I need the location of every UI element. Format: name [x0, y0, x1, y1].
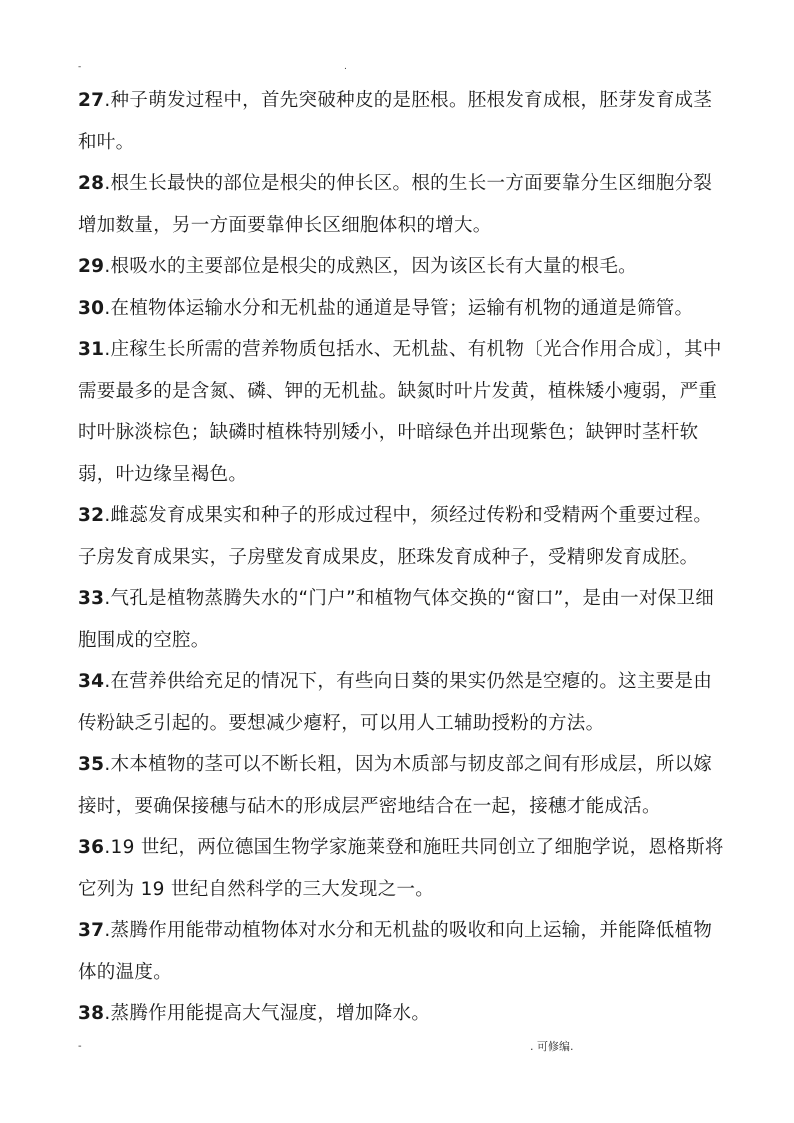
item-number: 30 — [78, 297, 105, 319]
item-number: 29 — [78, 256, 105, 277]
item-text: .种子萌发过程中，首先突破种皮的是胚根。胚根发育成根，胚芽发育成茎和叶。 — [78, 90, 713, 153]
item-text: .木本植物的茎可以不断长粗，因为木质部与韧皮部之间有形成层，所以嫁接时，要确保接穗与砧木的形成层严密地结合在一起，接穗才能成活。 — [78, 754, 713, 817]
list-item — [78, 744, 724, 827]
footer-left-mark: - — [78, 1041, 82, 1052]
item-text: .雌蕊发育成果实和种子的形成过程中，须经过传粉和受精两个重要过程。子房发育成果实，子房壁发育成果皮，胚珠发育成种子，受精卵发育成胚。 — [78, 505, 713, 568]
footer-editable-note: . 可修编. — [530, 1040, 574, 1053]
item-number: 36 — [78, 837, 105, 858]
item-text: .蒸腾作用能提高大气湿度，增加降水。 — [104, 1003, 431, 1024]
item-text: .蒸腾作用能带动植物体对水分和无机盐的吸收和向上运输，并能降低植物体的温度。 — [78, 920, 713, 983]
item-number: 27 — [78, 90, 105, 111]
list-item — [78, 288, 724, 330]
item-number: 37 — [78, 920, 105, 941]
item-number: 35 — [78, 754, 105, 775]
item-text: .根生长最快的部位是根尖的伸长区。根的生长一方面要靠分生区细胞分裂增加数量，另一方面要靠伸长区细胞体积的增大。 — [78, 173, 713, 236]
list-item — [78, 80, 724, 163]
header-center-mark: . — [344, 62, 347, 72]
list-item — [78, 910, 724, 993]
item-text: .在植物体运输水分和无机盐的通道是导管；运输有机物的通道是筛管。 — [104, 297, 694, 319]
list-item — [78, 661, 724, 744]
item-text: .在营养供给充足的情况下，有些向日葵的果实仍然是空瘪的。这主要是由传粉缺乏引起的。要想减少瘪籽，可以用人工辅助授粉的方法。 — [78, 671, 713, 734]
item-text: .根吸水的主要部位是根尖的成熟区，因为该区长有大量的根毛。 — [104, 256, 637, 277]
list-item — [78, 495, 724, 578]
item-text: .庄稼生长所需的营养物质包括水、无机盐、有机物〔光合作用合成〕，其中需要最多的是含氮、磷、钾的无机盐。缺氮时叶片发黄，植株矮小瘦弱，严重时叶脉淡棕色；缺磷时植株特别矮小，叶暗绿色并出现紫色；缺钾时茎杆软弱，叶边缘呈褐色。 — [78, 339, 722, 485]
item-number: 32 — [78, 505, 105, 526]
list-item — [78, 578, 724, 661]
list-item — [78, 329, 724, 495]
item-number: 38 — [78, 1003, 105, 1024]
item-text: .19 世纪，两位德国生物学家施莱登和施旺共同创立了细胞学说，恩格斯将它列为 19 世纪自然科学的三大发现之一。 — [78, 837, 724, 900]
item-number: 28 — [78, 173, 105, 194]
document-body — [78, 80, 724, 1035]
list-item — [78, 246, 724, 288]
list-item — [78, 993, 724, 1035]
header-left-mark: - — [78, 62, 82, 72]
item-text: .气孔是植物蒸腾失水的“门户”和植物气体交换的“窗口”，是由一对保卫细胞围成的空腔。 — [78, 588, 715, 651]
item-number: 34 — [78, 671, 105, 692]
list-item — [78, 827, 724, 910]
item-number: 33 — [78, 588, 105, 609]
list-item — [78, 163, 724, 246]
item-number: 31 — [78, 339, 105, 360]
